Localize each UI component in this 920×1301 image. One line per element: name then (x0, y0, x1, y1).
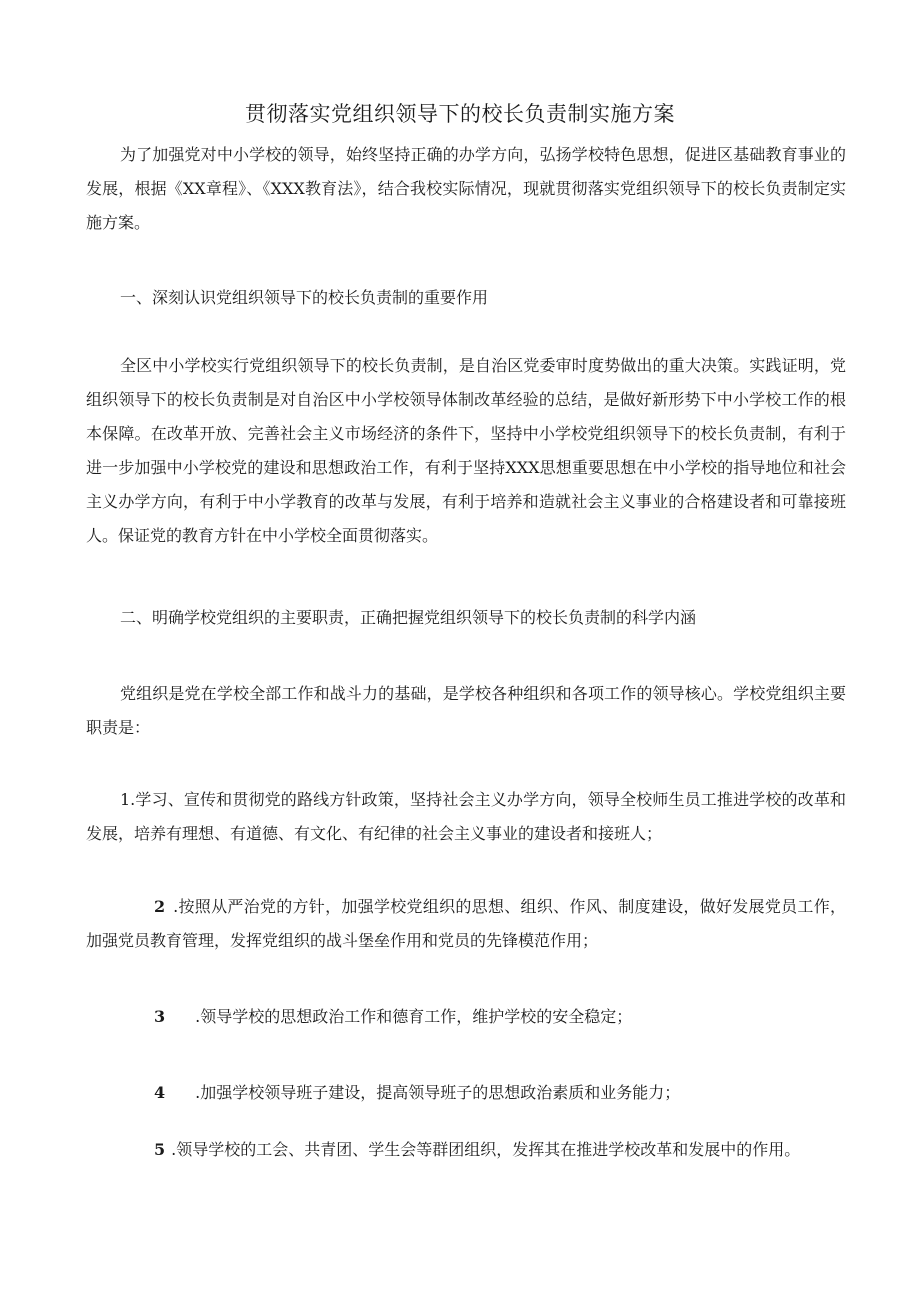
document-title: 贯彻落实党组织领导下的校长负责制实施方案 (245, 102, 675, 126)
section-2-heading: 二、明确学校党组织的主要职责，正确把握党组织领导下的校长负责制的科学内涵 (120, 608, 697, 627)
duty-number: 4 (154, 1083, 166, 1102)
duty-item-1 (86, 783, 846, 851)
duty-item-2 (86, 890, 846, 958)
duty-number: 2 (154, 897, 166, 916)
section-1-body: 全区中小学校实行党组织领导下的校长负责制，是自治区党委审时度势做出的重大决策。实践证明，党组织领导下的校长负责制是对自治区中小学校领导体制改革经验的总结，是做好新形势下中小学校工作的根本保障。在改革开放、完善社会主义市场经济的条件下，坚持中小学校党组织领导下的校长负责制，有利于进一步加强中小学校党的建设和思想政治工作，有利于坚持XXX思想重要思想在中小学校的指导地位和社会主义办学方向，有利于中小学教育的改革与发展，有利于培养和造就社会主义事业的合格建设者和可靠接班人。保证党的教育方针在中小学校全面贯彻落实。 (86, 356, 846, 545)
duty-text: .加强学校领导班子建设，提高领导班子的思想政治素质和业务能力； (195, 1083, 681, 1102)
duty-text: .按照从严治党的方针，加强学校党组织的思想、组织、作风、制度建设，做好发展党员工作，加强党员教育管理，发挥党组织的战斗堡垒作用和党员的先锋模范作用； (86, 897, 846, 950)
duty-number: 5 (154, 1140, 166, 1159)
intro-paragraph: 为了加强党对中小学校的领导，始终坚持正确的办学方向，弘扬学校特色思想，促进区基础教育事业的发展，根据《XX章程》、《XXX教育法》，结合我校实际情况，现就贯彻落实党组织领导下的校长负责制定实施方案。 (86, 145, 846, 232)
duty-number: 3 (154, 1007, 166, 1026)
duty-text: .领导学校的思想政治工作和德育工作，维护学校的安全稳定； (195, 1007, 633, 1026)
duty-item-5 (86, 1133, 846, 1167)
duty-number: 1. (120, 790, 136, 809)
duty-text: 学习、宣传和贯彻党的路线方针政策，坚持社会主义办学方向，领导全校师生员工推进学校的改革和发展，培养有理想、有道德、有文化、有纪律的社会主义事业的建设者和接班人； (86, 790, 846, 843)
duty-item-3 (86, 1000, 846, 1034)
duty-text: .领导学校的工会、共青团、学生会等群团组织，发挥其在推进学校改革和发展中的作用。 (171, 1140, 801, 1159)
section-1-heading: 一、深刻认识党组织领导下的校长负责制的重要作用 (120, 288, 489, 307)
section-2-body: 党组织是党在学校全部工作和战斗力的基础，是学校各种组织和各项工作的领导核心。学校党组织主要职责是： (86, 684, 846, 737)
duty-item-4 (86, 1076, 846, 1110)
